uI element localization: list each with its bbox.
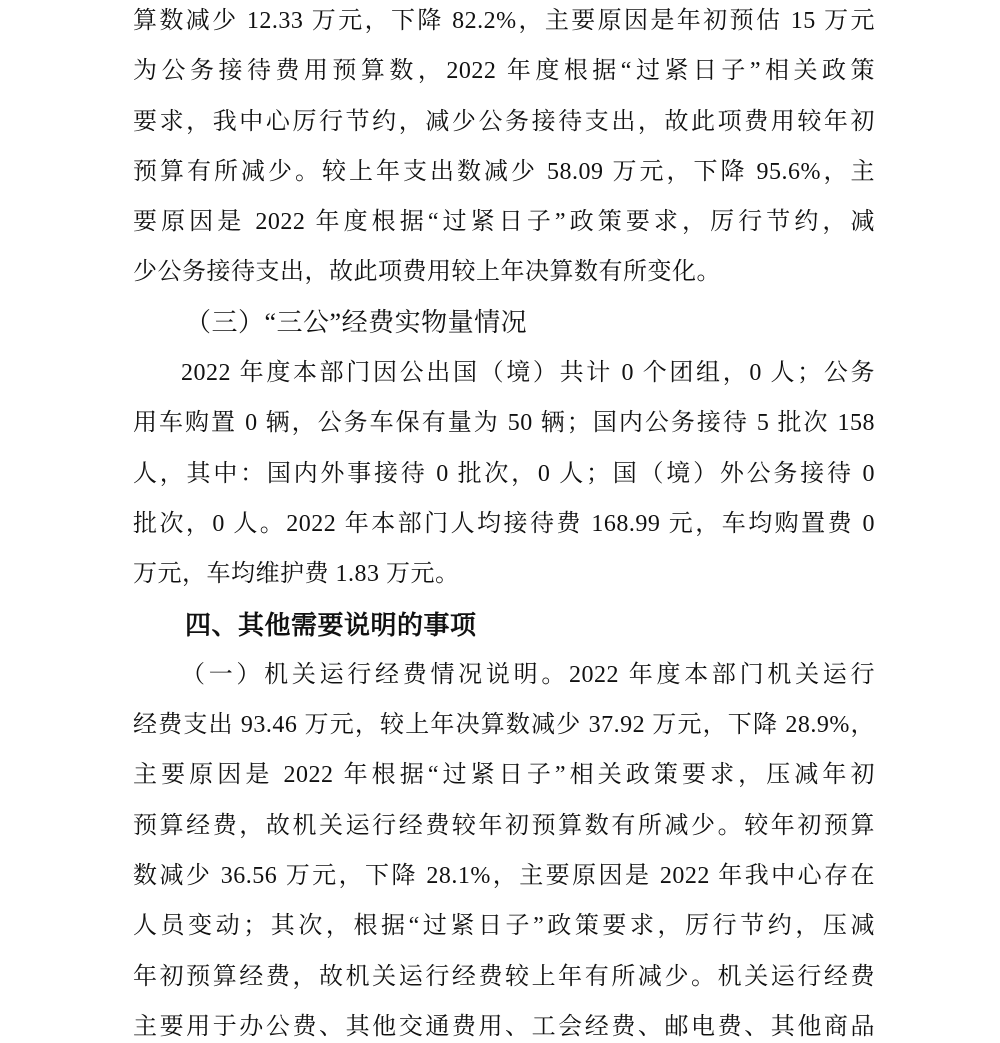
text-line: 经费支出 93.46 万元，较上年决算数减少 37.92 万元，下降 28.9%， <box>133 712 875 739</box>
text-line: 预算经费，故机关运行经费较年初预算数有所减少。较年初预算 <box>133 812 875 839</box>
text-line: 人员变动；其次，根据“过紧日子”政策要求，厉行节约，压减 <box>133 913 875 940</box>
text-line: 算数减少 12.33 万元，下降 82.2%，主要原因是年初预估 15 万元 <box>133 8 875 34</box>
section-heading: 四、其他需要说明的事项 <box>185 609 477 640</box>
text-line: 为公务接待费用预算数，2022 年度根据“过紧日子”相关政策 <box>133 58 875 85</box>
text-line: 主要原因是 2022 年根据“过紧日子”相关政策要求，压减年初 <box>133 762 875 789</box>
text-line: （一）机关运行经费情况说明。2022 年度本部门机关运行 <box>181 661 875 688</box>
text-line: 要原因是 2022 年度根据“过紧日子”政策要求，厉行节约，减 <box>133 209 875 236</box>
text-line: 要求，我中心厉行节约，减少公务接待支出，故此项费用较年初 <box>133 108 875 135</box>
text-line: 少公务接待支出，故此项费用较上年决算数有所变化。 <box>133 259 721 286</box>
text-line: 年初预算经费，故机关运行经费较上年有所减少。机关运行经费 <box>133 963 875 990</box>
subsection-heading: （三）“三公”经费实物量情况 <box>185 307 528 337</box>
text-line: 批次，0 人。2022 年本部门人均接待费 168.99 元，车均购置费 0 <box>133 510 875 537</box>
text-line: 人，其中：国内外事接待 0 批次，0 人；国（境）外公务接待 0 <box>133 460 875 487</box>
text-line: 用车购置 0 辆，公务车保有量为 50 辆；国内公务接待 5 批次 158 <box>133 410 875 437</box>
text-line: 预算有所减少。较上年支出数减少 58.09 万元，下降 95.6%，主 <box>133 158 875 185</box>
document-text-block <box>133 0 875 1043</box>
text-line: 主要用于办公费、其他交通费用、工会经费、邮电费、其他商品 <box>133 1013 875 1040</box>
text-line: 2022 年度本部门因公出国（境）共计 0 个团组，0 人；公务 <box>181 360 875 387</box>
text-line: 数减少 36.56 万元，下降 28.1%，主要原因是 2022 年我中心存在 <box>133 863 875 890</box>
text-line: 万元，车均维护费 1.83 万元。 <box>133 561 460 588</box>
